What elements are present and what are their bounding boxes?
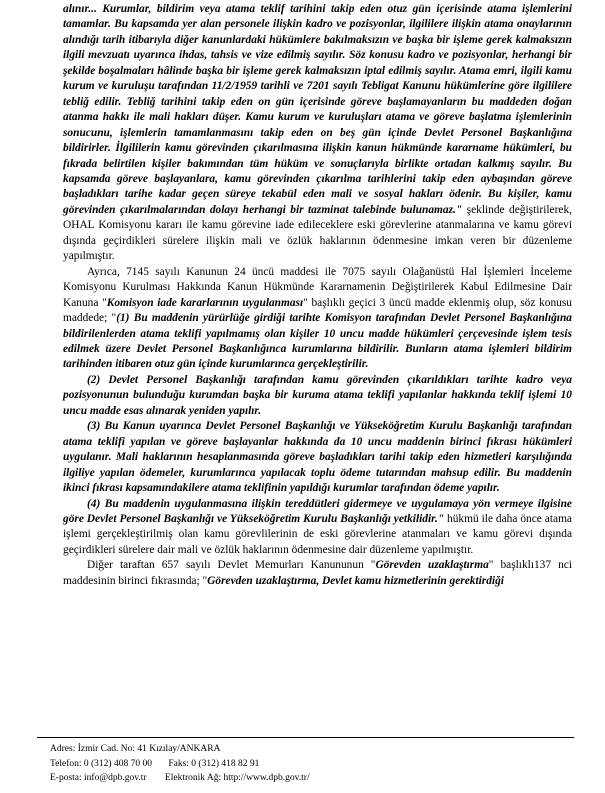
emphasized-text: (3) Bu Kanun uyarınca Devlet Personel Başkanlığı ve Yükseköğretim Kurulu Başkanlığı tarafından atama teklifi yapılan ve göreve başlayanlar hakkında da 10 uncu maddenin birinci fıkrası hükümleri uygulanır. Mali haklarının hesaplanmasında göreve başladıkları tarihi takip eden hizmetleri karşılığında ilgiliye yapılan ödemeler, kurumlarınca yapılacak toplu ödeme tutarından mahsup edilir. Bu maddenin ikinci fıkrası kapsamındakilere atama teklifinin yapıldığı kurumlar tarafından ödeme yapılır. bbox=[63, 420, 572, 495]
body-text: şeklinde değiştirilerek, OHAL Komisyonu kararı ile kamu görevine iade edileceklere eski görevlerine atanmalarına ve kamu görevi dışında geçirdikleri sürelere ilişkin mali ve özlük haklarının ödenmesine imkan veren bir düzenleme yapılmıştır. bbox=[63, 203, 572, 263]
body-paragraph bbox=[63, 373, 572, 419]
footer-email[interactable]: E-posta: info@dpb.gov.tr bbox=[50, 773, 147, 783]
footer-fax: Faks: 0 (312) 418 82 91 bbox=[168, 758, 260, 769]
body-paragraph bbox=[63, 265, 572, 373]
footer-website[interactable]: Elektronik Ağ: http://www.dpb.gov.tr/ bbox=[164, 773, 310, 783]
emphasized-text: alınır... Kurumlar, bildirim veya atama teklif tarihini takip eden otuz gün içerisinde atama işlemlerini tamamlar. Bu kapsamda yer alan personele ilişkin kadro ve pozisyonlar, ilgililere ilişkin atama onaylarının alındığı tarih itibarıyla diğer kanunlardaki hükümlere bakılmaksızın ve başka bir işleme gerek kalmaksızın ilgili mevzuatı uyarınca ihdas, tahsis ve vize edilmiş sayılır. Söz konusu kadro ve pozisyonlar, herhangi bir şekilde boşalmaları hâlinde başka bir işleme gerek kalmaksızın iptal edilmiş sayılır. Atama emri, ilgili kamu kurum ve kuruluşu tarafından 11/2/1959 tarihli ve 7201 sayılı Tebligat Kanunu hükümlerine göre ilgililere tebliğ edilir. Tebliğ tarihini takip eden on gün içerisinde göreve başlamayanların bu maddeden doğan atanma hakkı ile mali hakları düşer. Kamu kurum ve kuruluşları atama ve göreve başlatma işlemlerinin sonucunu, işlemlerin tamamlanmasını takip eden on beş gün içinde Devlet Personel Başkanlığına bildirirler. İlgililerin kamu görevinden çıkarılmasına ilişkin kanun hükmünde kararname hükümleri, bu fıkrada belirtilen kişiler bakımından tüm hüküm ve sonuçlarıyla birlikte ortadan kalkmış sayılır. Bu kapsamda göreve başlayanlara, kamu görevinden çıkarılma tarihlerini takip eden aybaşından göreve başladıkları tarihe kadar geçen süreye tekabül eden mali ve sosyal hakları ödenir. Bu kişiler, kamu görevinden çıkarılmalarından dolayı herhangi bir tazminat talebinde bulunamaz." bbox=[63, 3, 572, 216]
footer-web-row bbox=[50, 771, 310, 786]
body-text: Ayrıca, 7145 sayılı Kanunun 24 üncü maddesi ile 7075 sayılı Olağanüstü Hal İşlemleri İnceleme Komisyonu Kurulması Hakkında Kanun Hükmünde Kararnamenin Değiştirilerek Kabul Edilmesine Dair Kanuna " bbox=[63, 265, 572, 309]
body-text: " başlıklı137 nci maddesinin birinci fıkrasında; " bbox=[63, 559, 572, 587]
emphasized-text: Görevden uzaklaştırma, Devlet kamu hizmetlerinin gerektirdiği bbox=[207, 574, 504, 587]
page-footer bbox=[50, 742, 310, 786]
body-paragraph bbox=[63, 419, 572, 496]
footer-phone: Telefon: 0 (312) 408 70 00 bbox=[50, 758, 152, 769]
footer-contact-row bbox=[50, 757, 310, 772]
body-text: hükmü ile daha önce atama işlemi gerçekleştirilmiş olan kamu görevlilerinin de eski görevlerine atanmaları ve kamu görevi dışında geçirdikleri sürelere dair mali ve özlük haklarının ödenmesine dair düzenleme yapılmıştır. bbox=[63, 512, 572, 556]
emphasized-text: (2) Devlet Personel Başkanlığı tarafından kamu görevinden çıkarıldıkları tarihte kadro veya pozisyonunun bulunduğu kurumdan başka bir kuruma atama teklifi yapılanlar hakkında teklif işlemi 10 uncu madde esas alınarak yeniden yapılır. bbox=[63, 373, 572, 417]
footer-divider bbox=[37, 737, 574, 738]
footer-address: Adres: İzmir Cad. No: 41 Kızılay/ANKARA bbox=[50, 744, 221, 754]
footer-address-row bbox=[50, 742, 310, 757]
emphasized-text: (4) Bu maddenin uygulanmasına ilişkin tereddütleri gidermeye ve uygulamaya yön vermeye ilgisine göre Devlet Personel Başkanlığı ve Yükseköğretim Kurulu Başkanlığı yetkilidir." bbox=[63, 497, 572, 525]
document-body bbox=[63, 2, 572, 589]
emphasized-text: (1) Bu maddenin yürürlüğe girdiği tarihte Komisyon tarafından Devlet Personel Başkanlığına bildirilenlerden atama teklifi yapılmamış olan kişiler 10 uncu madde hükümleri çerçevesinde işlem tesis edilmek üzere Devlet Personel Başkanlığınca kurumlarına bildirilir. Bunların atama işlemleri bildirim tarihinden itibaren otuz gün içinde kurumlarınca gerçekleştirilir. bbox=[63, 312, 572, 371]
emphasized-text: Komisyon iade kararlarının uygulanması bbox=[106, 296, 304, 309]
body-text: " başlıklı geçici 3 üncü madde eklenmiş olup, söz konusu maddede; " bbox=[63, 296, 572, 325]
body-paragraph bbox=[63, 2, 572, 265]
body-paragraph bbox=[63, 558, 572, 589]
body-paragraph bbox=[63, 497, 572, 559]
emphasized-text: Görevden uzaklaştırma bbox=[375, 559, 489, 572]
body-text: Diğer taraftan 657 sayılı Devlet Memurları Kanununun " bbox=[87, 559, 376, 572]
